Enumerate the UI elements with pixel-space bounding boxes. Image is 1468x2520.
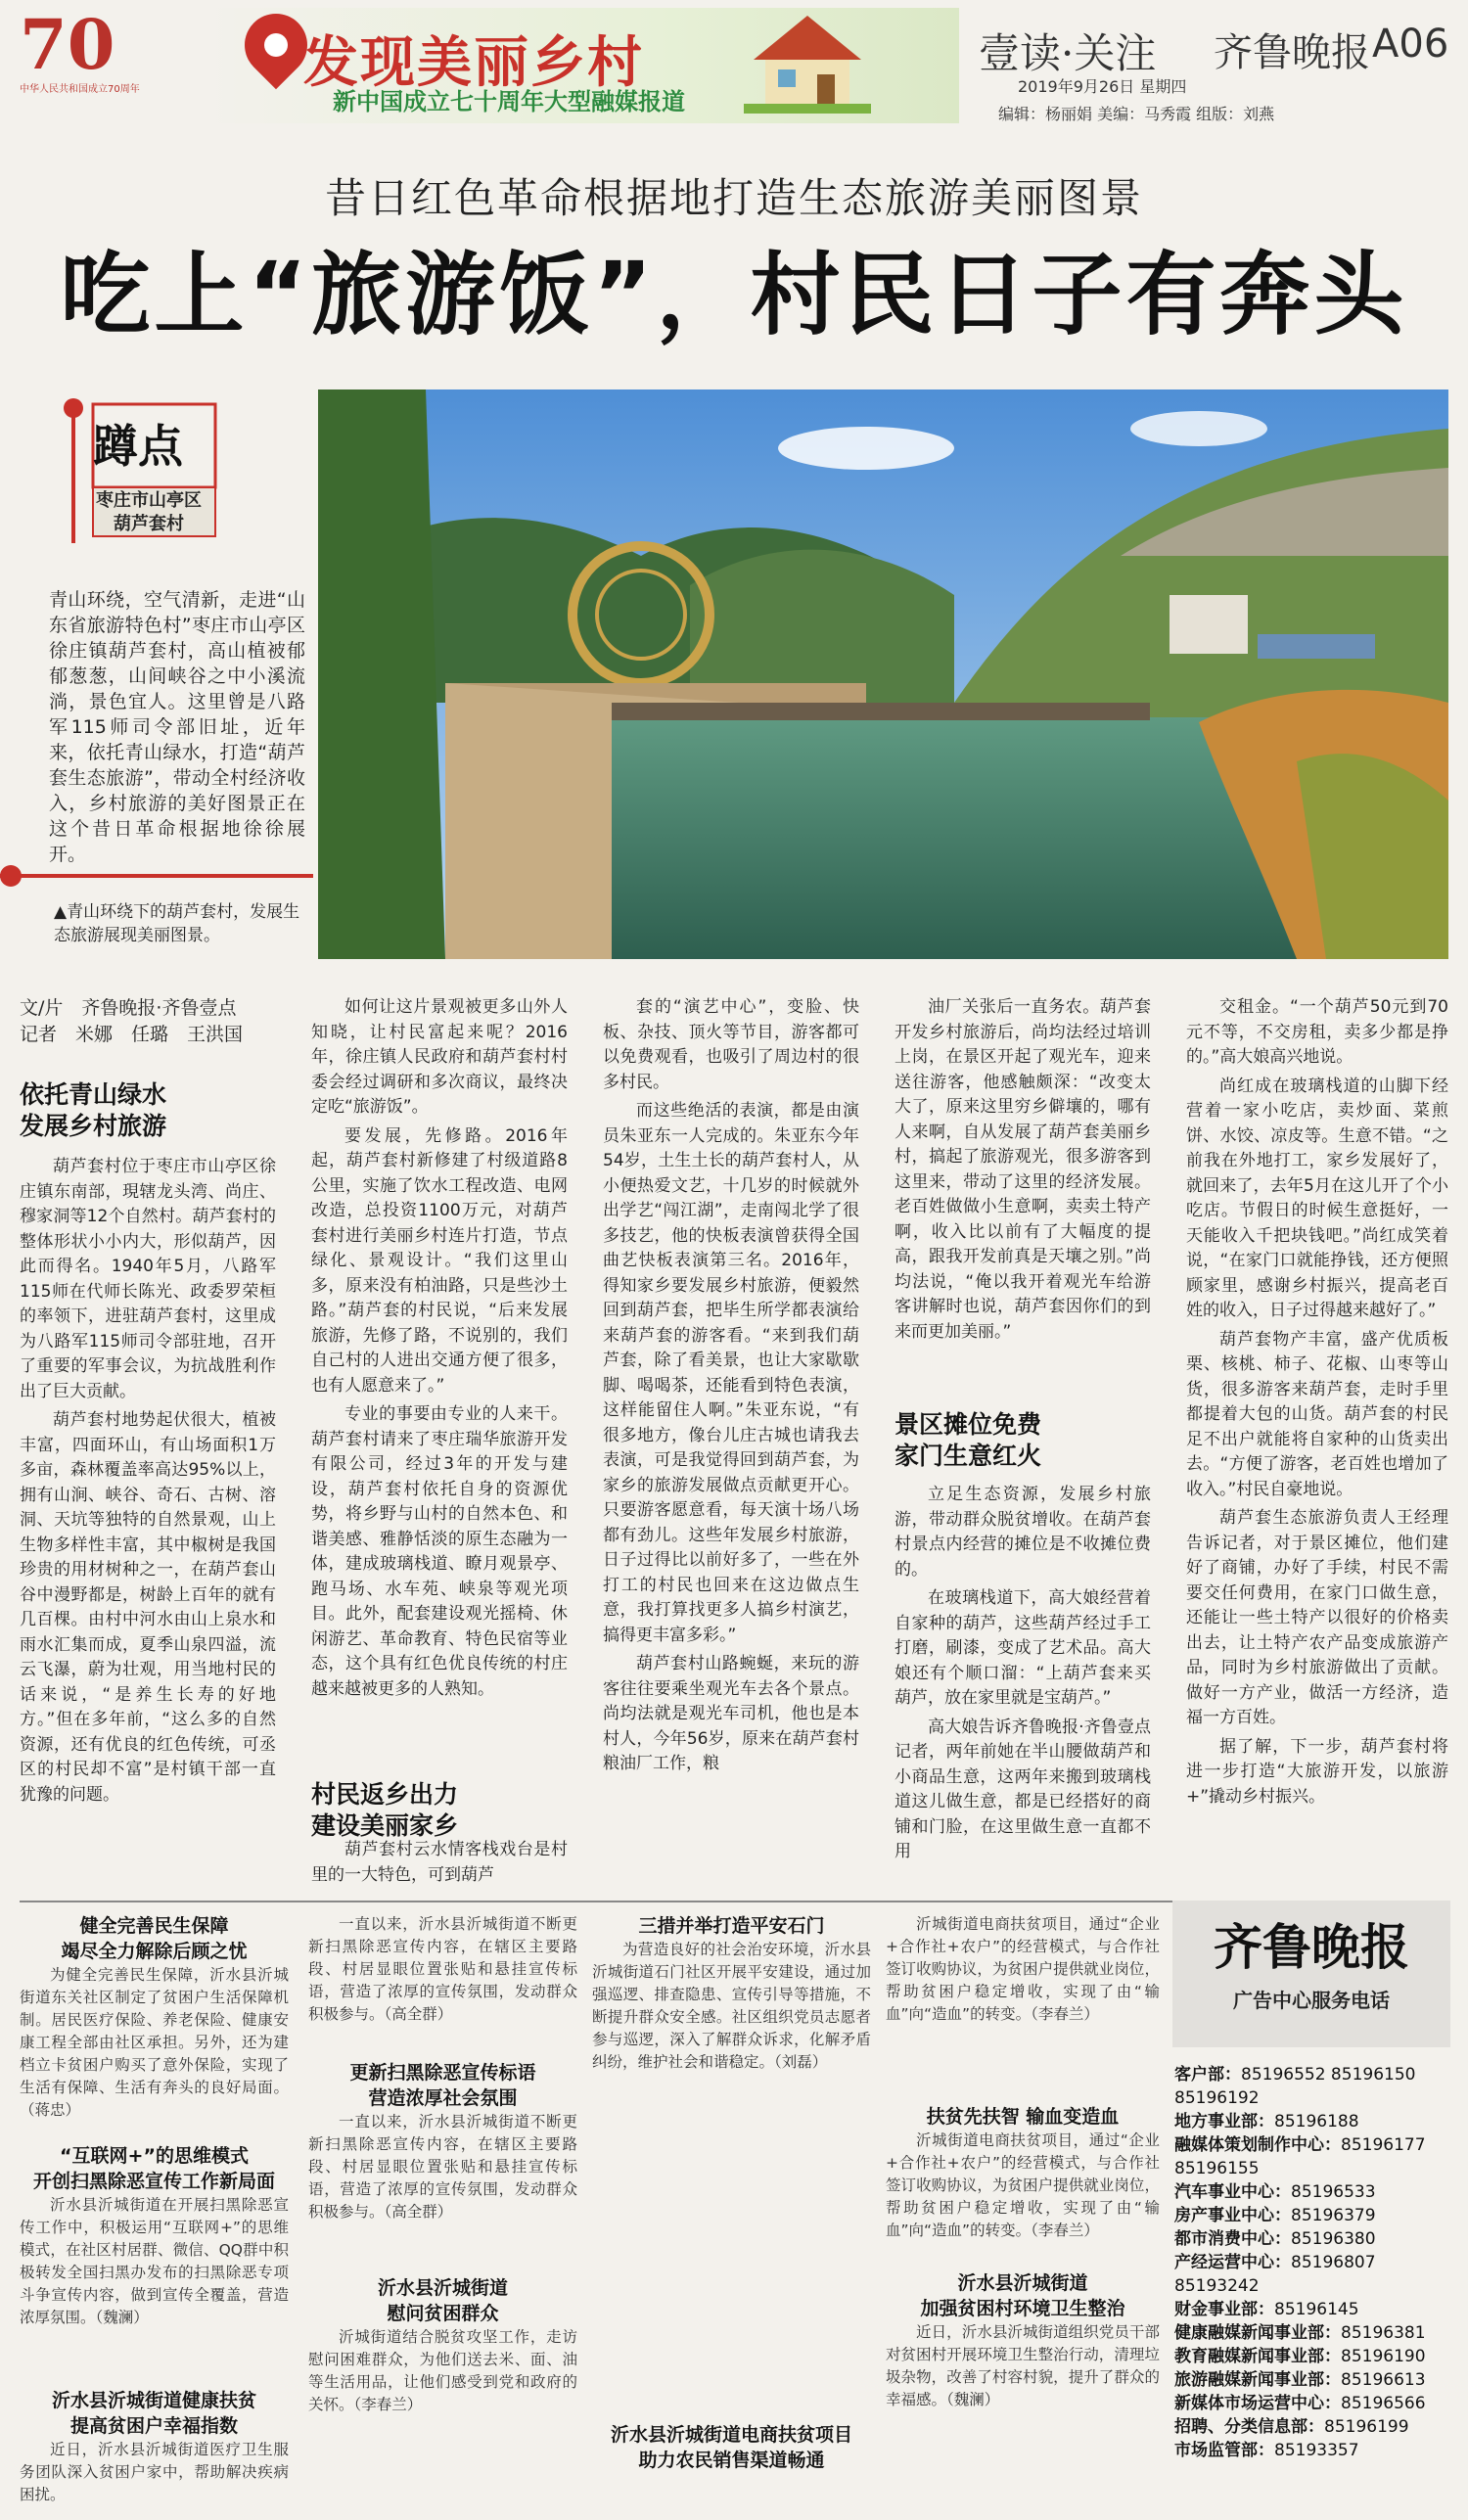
ad-subtitle: 广告中心服务电话 bbox=[1233, 1989, 1390, 2012]
byline bbox=[20, 995, 276, 1048]
brief-text: 近日，沂水县沂城街道组织党员干部对贫困村开展环境卫生整治行动，清理垃圾杂物，改善了村容村貌，提升了群众的幸福感。（魏澜） bbox=[886, 2323, 1160, 2408]
brief-text: 沂城街道电商扶贫项目，通过“企业+合作社+农户”的经营模式，与合作社签订收购协议，为贫困户提供就业岗位，帮助贫困户稳定增收，实现了由“输血”向“造血”的转变。（李春兰） bbox=[886, 2131, 1160, 2239]
ad-row-phone: 85196613 bbox=[1341, 2370, 1426, 2390]
page-number: A06 bbox=[1372, 22, 1449, 67]
ad-row-phone: 85196807 85193242 bbox=[1174, 2253, 1376, 2296]
brief-text: 近日，沂水县沂城街道医疗卫生服务团队深入贫困户家中，帮助解决疾病困扰。 bbox=[20, 2441, 289, 2503]
location-pin-dot bbox=[264, 33, 288, 57]
brief-text: 沂水县沂城街道在开展扫黑除恶宣传工作中，积极运用“互联网+”的思维模式，在社区村居群、微信、QQ群中积极转发全国扫黑办发布的扫黑除恶专项斗争宣传内容，做到宣传全覆盖，营造浓厚氛围。（魏澜） bbox=[20, 2196, 289, 2326]
byline-line-1: 文/片 齐鲁晚报·齐鲁壹点 bbox=[20, 997, 237, 1019]
ad-row-label: 房产事业中心： bbox=[1174, 2206, 1291, 2225]
column-5 bbox=[1186, 995, 1448, 1891]
ad-row-label: 健康融媒新闻事业部： bbox=[1174, 2323, 1341, 2343]
brief-title: 更新扫黑除恶宣传标语 bbox=[349, 2062, 536, 2084]
village-photo bbox=[318, 389, 1448, 959]
article-headline: 吃上“旅游饭”，村民日子有奔头 bbox=[60, 243, 1408, 347]
subhead-1-line-1: 依托青山绿水 bbox=[20, 1080, 167, 1109]
brief-7 bbox=[592, 2422, 871, 2473]
divider-dot bbox=[0, 865, 22, 887]
subhead-2-line-1: 村民返乡出力 bbox=[311, 1780, 459, 1809]
ad-row-phone: 85196380 bbox=[1291, 2229, 1376, 2249]
paragraph: 葫芦套村云水情客栈戏台是村里的一大特色，可到葫芦 bbox=[311, 1840, 568, 1885]
ad-row-label: 旅游融媒新闻事业部： bbox=[1174, 2370, 1341, 2390]
paragraph: 套的“演艺中心”，变脸、快板、杂技、顶火等节目，游客都可以免费观看，也吸引了周边村的很多村民。 bbox=[603, 997, 859, 1092]
brief-title: 三措并举打造平安石门 bbox=[638, 1915, 825, 1937]
brief-title: 竭尽全力解除后顾之忧 bbox=[61, 1941, 248, 1962]
paragraph: 葫芦套物产丰富，盛产优质板栗、核桃、柿子、花椒、山枣等山货，很多游客来葫芦套，走时手里都提着大包的山货。葫芦套的村民足不出户就能将自家种的山货卖出去。“方便了游客，老百姓也增加了收入。”村民自豪地说。 bbox=[1186, 1329, 1448, 1499]
ad-row bbox=[1174, 2439, 1448, 2462]
ad-row-label: 招聘、分类信息部： bbox=[1174, 2417, 1324, 2437]
ad-row-label: 融媒体策划制作中心： bbox=[1174, 2135, 1341, 2155]
ad-row bbox=[1174, 2345, 1448, 2368]
ad-row bbox=[1174, 2204, 1448, 2227]
subhead-2 bbox=[311, 1779, 568, 1842]
paragraph: 在玻璃栈道下，高大娘经营着自家种的葫芦，这些葫芦经过手工打磨，刷漆，变成了艺术品。高大娘还有个顺口溜：“上葫芦套来买葫芦，放在家里就是宝葫芦。” bbox=[895, 1588, 1151, 1708]
paragraph: 立足生态资源，发展乡村旅游，带动群众脱贫增收。在葫芦套村景点内经营的摊位是不收摊位费的。 bbox=[895, 1485, 1151, 1580]
ad-row bbox=[1174, 2063, 1448, 2110]
column-4 bbox=[895, 995, 1151, 1395]
date-line: 2019年9月26日 星期四 bbox=[1018, 77, 1187, 96]
paragraph: 要发展，先修路。2016年起，葫芦套村新修建了村级道路8公里，实施了饮水工程改造、电网改造，总投资1100万元，对葫芦套村进行美丽乡村连片打造，节点绿化、景观设计。“我们这里山多，原来没有柏油路，只是些沙土路。”葫芦套的村民说，“后来发展旅游，先修了路，不说别的，我们自己村的人进出交通方便了很多，也有人愿意来了。” bbox=[311, 1125, 568, 1396]
brief-title: 开创扫黑除恶宣传工作新局面 bbox=[32, 2171, 275, 2192]
section-name: 壹读·关注 bbox=[979, 29, 1157, 77]
byline-line-2: 记者 米娜 任璐 王洪国 bbox=[20, 1024, 244, 1045]
brief-title: 健全完善民生保障 bbox=[79, 1915, 229, 1937]
ad-row-phone: 85193357 bbox=[1274, 2441, 1359, 2460]
brief-6 bbox=[592, 1913, 871, 2360]
subhead-1 bbox=[20, 1079, 276, 1142]
lead-divider bbox=[0, 874, 313, 878]
brief-title: 慰问贫困群众 bbox=[387, 2303, 499, 2324]
ad-title: 齐鲁晚报 bbox=[1214, 1918, 1409, 1976]
paragraph: 葫芦套村山路蜿蜒，来玩的游客往往要乘坐观光车去各个景点。尚均法就是观光车司机，他也是本村人，今年56岁，原来在葫芦套村粮油厂工作，粮 bbox=[603, 1654, 859, 1773]
paragraph: 油厂关张后一直务农。葫芦套开发乡村旅游后，尚均法经过培训上岗，在景区开起了观光车，迎来送往游客，他感触颇深：“改变太大了，原来这里穷乡僻壤的，哪有人来啊，自从发展了葫芦套美丽乡村，搞起了旅游观光，很多游客到这里来，带动了这里的经济发展。老百姓做做小生意啊，卖卖土特产啊，收入比以前有了大幅度的提高，跟我开发前真是天壤之别。”尚均法说，“俺以我开着观光车给游客讲解时也说，葫芦套因你们的到来而更加美丽。” bbox=[895, 997, 1151, 1342]
article-kicker: 昔日红色革命根据地打造生态旅游美丽图景 bbox=[324, 174, 1143, 222]
lead-paragraph: 青山环绕，空气清新，走进“山东省旅游特色村”枣庄市山亭区徐庄镇葫芦套村，高山植被郁郁葱葱，山间峡谷之中小溪流淌，景色宜人。这里曾是八路军115师司令部旧址，近年来，依托青山绿水，打造“葫芦套生态旅游”，带动全村经济收入，乡村旅游的美好图景正在这个昔日革命根据地徐徐展开。 bbox=[49, 589, 305, 865]
ad-row bbox=[1174, 2180, 1448, 2204]
brief-title: 扶贫先扶智 输血变造血 bbox=[926, 2106, 1120, 2128]
subhead-3-line-1: 景区摊位免费 bbox=[895, 1410, 1042, 1439]
brief-title: 提高贫困户幸福指数 bbox=[69, 2415, 238, 2437]
brief-title: 沂水县沂城街道电商扶贫项目 bbox=[610, 2424, 852, 2446]
brief-title: 沂水县沂城街道 bbox=[377, 2277, 508, 2299]
ad-row-label: 市场监管部： bbox=[1174, 2441, 1274, 2460]
brief-title: 助力农民销售渠道畅通 bbox=[638, 2450, 825, 2471]
paragraph: 葫芦套村位于枣庄市山亭区徐庄镇东南部，現辖龙头湾、尚庄、穆家洞等12个自然村。葫芦套村的整体形状小小内大，形似葫芦，因此而得名。1940年5月，八路军115师在代师长陈光、政委罗荣桓的率领下，进驻葫芦套村，这里成为八路军115师司令部驻地，召开了重要的军事会议，为抗战胜利作出了巨大贡献。 bbox=[20, 1157, 276, 1401]
column-3 bbox=[603, 995, 859, 1891]
ad-row-phone: 85196379 bbox=[1291, 2206, 1376, 2225]
brief-4 bbox=[308, 2060, 577, 2268]
brief-5 bbox=[308, 2275, 577, 2507]
ad-row-label: 新媒体市场运营中心： bbox=[1174, 2394, 1341, 2413]
brief-2 bbox=[20, 2143, 289, 2351]
editor-line: 编辑：杨丽娟 美编：马秀霞 组版：刘燕 bbox=[998, 105, 1275, 123]
brief-1 bbox=[20, 1913, 289, 2119]
brief-9 bbox=[886, 2270, 1160, 2497]
ad-row bbox=[1174, 2298, 1448, 2321]
column-2 bbox=[311, 995, 568, 1778]
paragraph: 专业的事要由专业的人来干。葫芦套村请来了枣庄瑞华旅游开发有限公司，经过3年的开发与建设，葫芦套村依托自身的资源优势，将乡野与山村的自然本色、和谐美感、雅静恬淡的原生态融为一体，建成玻璃栈道、瞭月观景亭、跑马场、水车苑、峡泉等观光项目。此外，配套建设观光摇椅、休闲游艺、革命教育、特色民宿等业态，这个具有红色优良传统的村庄越来越被更多的人熟知。 bbox=[311, 1404, 568, 1699]
ad-row-label: 地方事业部： bbox=[1174, 2112, 1274, 2131]
ad-row-label: 财金事业部： bbox=[1174, 2300, 1274, 2319]
paragraph: 葫芦套村地势起伏很大，植被丰富，四面环山，有山场面积1万多亩，森林覆盖率高达95%以上，拥有山涧、峡谷、奇石、古树、溶洞、天坑等独特的自然景观，山上生物多样性丰富，其中椒树是我国珍贵的用材树种之一，在葫芦套山谷中漫野都是，树龄上百年的就有几百棵。由村中河水由山上泉水和雨水汇集而成，夏季山泉四溢，流云飞瀑，蔚为壮观，用当地村民的话来说，“是养生长寿的好地方。”但在多年前，“这么多的自然资源，还有优良的红色传统，可丞区的村民却不富”是村镇干部一直犹豫的问题。 bbox=[20, 1410, 276, 1805]
location-line-2: 葫芦套村 bbox=[114, 514, 184, 534]
subhead-3 bbox=[895, 1409, 1151, 1472]
brief-title: 沂水县沂城街道 bbox=[957, 2272, 1088, 2294]
ad-phone-list bbox=[1174, 2063, 1448, 2462]
logo-caption: 中华人民共和国成立70周年 bbox=[20, 84, 140, 95]
brief-8 bbox=[886, 2104, 1160, 2267]
ad-row-phone: 85196199 bbox=[1324, 2417, 1409, 2437]
diandian-title: 蹲点 bbox=[93, 420, 183, 473]
logo-number: 70 bbox=[20, 4, 115, 85]
anniversary-logo bbox=[20, 6, 176, 114]
ad-row bbox=[1174, 2368, 1448, 2392]
paragraph: 据了解，下一步，葫芦套村将进一步打造“大旅游开发，以旅游+”撬动乡村振兴。 bbox=[1186, 1736, 1448, 1807]
ad-row-phone: 85196566 bbox=[1341, 2394, 1426, 2413]
ad-row-phone: 85196533 bbox=[1291, 2182, 1376, 2202]
ad-row bbox=[1174, 2392, 1448, 2415]
paragraph: 如何让这片景观被更多山外人知晓，让村民富起来呢？2016年，徐庄镇人民政府和葫芦套村村委会经过调研和多次商议，最终决定吃“旅游饭”。 bbox=[311, 997, 568, 1117]
brief-title: “互联网+”的思维模式 bbox=[60, 2145, 249, 2167]
brief-text: 为健全完善民生保障，沂水县沂城街道东关社区制定了贫困户生活保障机制。居民医疗保险、养老保险、健康安康工程全部由社区承担。另外，还为建档立卡贫困户购买了意外保险，实现了生活有保障、生活有奔头的良好局面。（蒋忠） bbox=[20, 1966, 289, 2119]
brief-8a bbox=[886, 1913, 1160, 2099]
paragraph: 尚红成在玻璃栈道的山脚下经营着一家小吃店，卖炒面、菜煎饼、水饺、凉皮等。生意不错。“之前我在外地打工，家乡发展好了，就回来了，去年5月在这儿开了个小吃店。节假日的时候生意挺好，一天能收入千把块钱吧。”尚红成笑着说，“在家门口就能挣钱，还方便照顾家里，感谢乡村振兴，提高老百姓的收入，日子过得越来越好了。” bbox=[1186, 1076, 1448, 1320]
brief-text: 为营造良好的社会治安环境，沂水县沂城街道石门社区开展平安建设，通过加强巡逻、排查隐患、宣传引导等措施，不断提升群众安全感。社区组织党员志愿者参与巡逻，深入了解群众诉求，化解矛盾纠纷，维护社会和谐稳定。（刘磊） bbox=[592, 1941, 871, 2071]
ad-row bbox=[1174, 2133, 1448, 2180]
ad-row bbox=[1174, 2321, 1448, 2345]
ad-row-phone: 85196177 85196155 bbox=[1174, 2135, 1426, 2178]
paragraph: 高大娘告诉齐鲁晚报·齐鲁壹点记者，两年前她在半山腰做葫芦和小商品生意，这两年来搬到玻璃栈道这儿做生意，都是已经搭好的商铺和门脸，在这里做生意一直都不用 bbox=[895, 1717, 1151, 1861]
photo-caption: ▲青山环绕下的葫芦套村，发展生态旅游展现美丽图景。 bbox=[54, 902, 300, 945]
column-4b bbox=[895, 1483, 1151, 1891]
brief-title: 营造浓厚社会氛围 bbox=[368, 2087, 518, 2109]
ad-row-phone: 85196188 bbox=[1274, 2112, 1359, 2131]
brief-2a bbox=[308, 1913, 577, 2050]
paragraph: 交租金。“一个葫芦50元到70元不等，不交房租，卖多少都是挣的。”高大娘高兴地说。 bbox=[1186, 997, 1448, 1067]
ad-row bbox=[1174, 2415, 1448, 2439]
ad-row-label: 教育融媒新闻事业部： bbox=[1174, 2347, 1341, 2366]
ad-row-label: 客户部： bbox=[1174, 2065, 1241, 2085]
ad-row-phone: 85196552 85196150 85196192 bbox=[1174, 2065, 1416, 2108]
column-2-tail bbox=[311, 1838, 568, 1889]
ad-row bbox=[1174, 2227, 1448, 2251]
subhead-1-line-2: 发展乡村旅游 bbox=[20, 1112, 167, 1140]
ad-row-phone: 85196145 bbox=[1274, 2300, 1359, 2319]
ad-row-phone: 85196381 bbox=[1341, 2323, 1426, 2343]
brief-3 bbox=[20, 2388, 289, 2507]
brief-text: 一直以来，沂水县沂城街道不断更新扫黑除恶宣传内容，在辖区主要路段、村居显眼位置张贴和悬挂宣传标语，营造了浓厚的宣传氛围，发动群众积极参与。（高全群） bbox=[308, 2113, 577, 2221]
subhead-2-line-2: 建设美丽家乡 bbox=[311, 1811, 459, 1840]
brief-text: 一直以来，沂水县沂城街道不断更新扫黑除恶宣传内容，在辖区主要路段、村居显眼位置张贴和悬挂宣传标语，营造了浓厚的宣传氛围，发动群众积极参与。（高全群） bbox=[308, 1915, 577, 2023]
banner-title: 发现美丽乡村 bbox=[303, 31, 644, 95]
ad-row-label: 汽车事业中心： bbox=[1174, 2182, 1291, 2202]
brief-text: 沂城街道结合脱贫攻坚工作，走访慰问困难群众，为他们送去米、面、油等生活用品，让他们感受到党和政府的关怀。（李春兰） bbox=[308, 2328, 577, 2413]
ad-row bbox=[1174, 2110, 1448, 2133]
ad-row-phone: 85196190 bbox=[1341, 2347, 1426, 2366]
banner-subtitle: 新中国成立七十周年大型融媒报道 bbox=[333, 88, 685, 115]
column-1 bbox=[20, 1155, 276, 1879]
brief-title: 加强贫困村环境卫生整治 bbox=[920, 2298, 1125, 2319]
paragraph: 而这些绝活的表演，都是由演员朱亚东一人完成的。朱亚东今年54岁，土生土长的葫芦套村人，从小便热爱文艺，十几岁的时候就外出学艺“闯江湖”，走南闯北学了很多技艺，他的快板表演曾获得全国曲艺快板表演第三名。2016年，得知家乡要发展乡村旅游，便毅然回到葫芦套，把毕生所学都表演给来葫芦套的游客看。“来到我们葫芦套，除了看美景，也让大家歇歇脚、喝喝茶，还能看到特色表演，这样能留住人啊。”朱亚东说，“有很多地方，像台儿庄古城也请我去表演，可是我觉得回到葫芦套，为家乡的旅游发展做点贡献更开心。只要游客愿意看，每天演十场八场都有劲儿。这些年发展乡村旅游，日子过得比以前好多了，一些在外打工的村民也回来在这边做点生意，我打算找更多人搞乡村演艺，搞得更丰富多彩。” bbox=[603, 1101, 859, 1645]
diandian-location bbox=[90, 489, 207, 536]
paragraph: 葫芦套生态旅游负责人王经理告诉记者，对于景区摊位，他们建好了商铺，办好了手续，村民不需要交任何费用，在家门口做生意，还能让一些土特产以很好的价格卖出去，让土特产农产品变成旅游产品，同时为乡村旅游做出了贡献。做好一方产业，做活一方经济，造福一方百姓。 bbox=[1186, 1508, 1448, 1727]
subhead-3-line-2: 家门生意红火 bbox=[895, 1442, 1042, 1470]
paper-name: 齐鲁晚报 bbox=[1214, 30, 1370, 75]
location-line-1: 枣庄市山亭区 bbox=[96, 490, 202, 511]
brief-title: 沂水县沂城街道健康扶贫 bbox=[51, 2390, 256, 2411]
brief-text: 沂城街道电商扶贫项目，通过“企业+合作社+农户”的经营模式，与合作社签订收购协议，为贫困户提供就业岗位，帮助贫困户稳定增收，实现了由“输血”向“造血”的转变。（李春兰） bbox=[886, 1915, 1160, 2023]
ad-row bbox=[1174, 2251, 1448, 2298]
ad-row-label: 产经运营中心： bbox=[1174, 2253, 1291, 2272]
house-icon bbox=[744, 6, 871, 114]
ad-row-label: 都市消费中心： bbox=[1174, 2229, 1291, 2249]
